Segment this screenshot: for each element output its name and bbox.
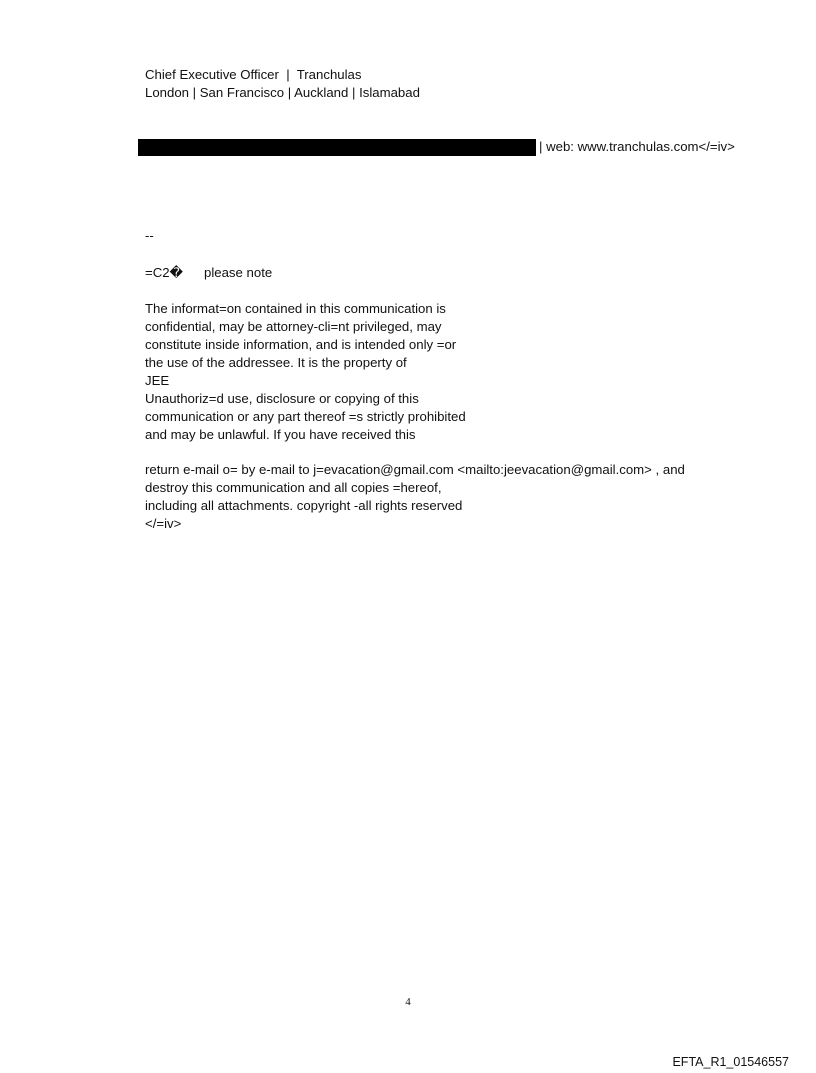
signature-offices-line: London | San Francisco | Auckland | Islamabad <box>145 85 420 100</box>
document-id: EFTA_R1_01546557 <box>672 1055 789 1069</box>
return-line: return e-mail o= by e-mail to j=evacation@gmail.com <mailto:jeevacation@gmail.com> , and <box>145 462 685 477</box>
return-line: including all attachments. copyright -all rights reserved <box>145 498 463 513</box>
return-line: destroy this communication and all copies =hereof, <box>145 480 442 495</box>
disclaimer-line: JEE <box>145 373 170 388</box>
signature-title-line: Chief Executive Officer | Tranchulas <box>145 67 362 82</box>
disclaimer-line: constitute inside information, and is intended only =or <box>145 337 457 352</box>
separator-line: -- <box>145 228 154 243</box>
disclaimer-line: and may be unlawful. If you have received this <box>145 427 416 442</box>
page-number: 4 <box>405 996 411 1008</box>
return-line: </=iv> <box>145 516 182 531</box>
signature-contact-row <box>138 138 735 156</box>
disclaimer-line: Unauthoriz=d use, disclosure or copying of this <box>145 391 419 406</box>
disclaimer-line: The informat=on contained in this communication is <box>145 301 446 316</box>
redaction-bar <box>138 139 536 156</box>
note-text: please note <box>204 265 273 280</box>
signature-web-line: | web: www.tranchulas.com</=iv> <box>539 139 735 154</box>
disclaimer-line: confidential, may be attorney-cli=nt privileged, may <box>145 319 442 334</box>
disclaimer-line: the use of the addressee. It is the property of <box>145 355 407 370</box>
disclaimer-line: communication or any part thereof =s strictly prohibited <box>145 409 466 424</box>
note-header <box>145 264 272 282</box>
note-prefix: =C2� <box>145 265 184 280</box>
